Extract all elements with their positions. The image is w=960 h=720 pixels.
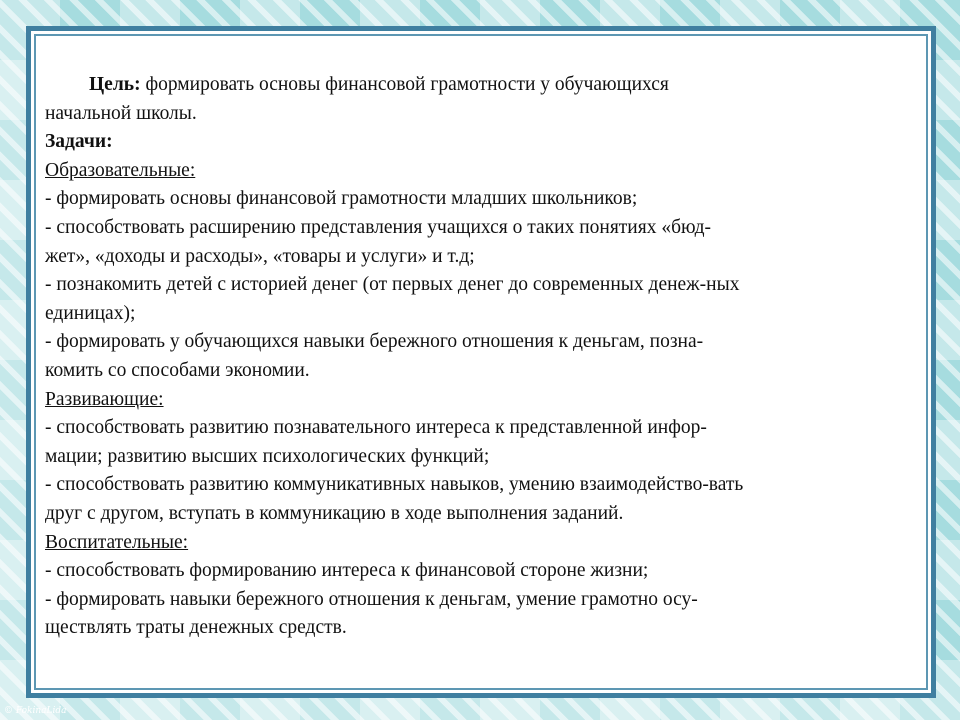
- developmental-heading: Развивающие:: [45, 388, 164, 410]
- watermark: © FokinaLida: [4, 706, 67, 716]
- slide-content: [45, 71, 911, 643]
- educational-heading: Образовательные:: [45, 159, 196, 181]
- goal-label: Цель:: [89, 74, 141, 95]
- developmental-line: - способствовать развитию познавательного интереса к представленной инфор-: [45, 417, 707, 439]
- educational-line: - познакомить детей с историей денег (от первых денег до современных денеж-ных: [45, 274, 740, 296]
- educational-line: - формировать основы финансовой грамотности младших школьников;: [45, 188, 638, 210]
- upbringing-heading: Воспитательные:: [45, 531, 189, 553]
- goal-text-1: формировать основы финансовой грамотности у обучающихся: [145, 74, 669, 95]
- upbringing-line: ществлять траты денежных средств.: [45, 617, 347, 639]
- upbringing-line: - способствовать формированию интереса к финансовой стороне жизни;: [45, 560, 649, 582]
- educational-line: - способствовать расширению представления учащихся о таких понятиях «бюд-: [45, 216, 711, 238]
- developmental-line: друг с другом, вступать в коммуникацию в ходе выполнения заданий.: [45, 502, 624, 524]
- goal-line-2: начальной школы.: [45, 102, 197, 124]
- tasks-heading: Задачи:: [45, 131, 113, 153]
- educational-line: комить со способами экономии.: [45, 359, 310, 381]
- educational-line: - формировать у обучающихся навыки бережного отношения к деньгам, позна-: [45, 331, 704, 353]
- upbringing-line: - формировать навыки бережного отношения к деньгам, умение грамотно осу-: [45, 588, 698, 610]
- goal-line-1: [45, 71, 911, 100]
- developmental-line: - способствовать развитию коммуникативных навыков, умению взаимодейство-вать: [45, 474, 744, 496]
- educational-line: жет», «доходы и расходы», «товары и услуги» и т.д;: [45, 245, 475, 267]
- educational-line: единицах);: [45, 302, 136, 324]
- developmental-line: мации; развитию высших психологических функций;: [45, 445, 490, 467]
- slide-frame: [26, 26, 936, 698]
